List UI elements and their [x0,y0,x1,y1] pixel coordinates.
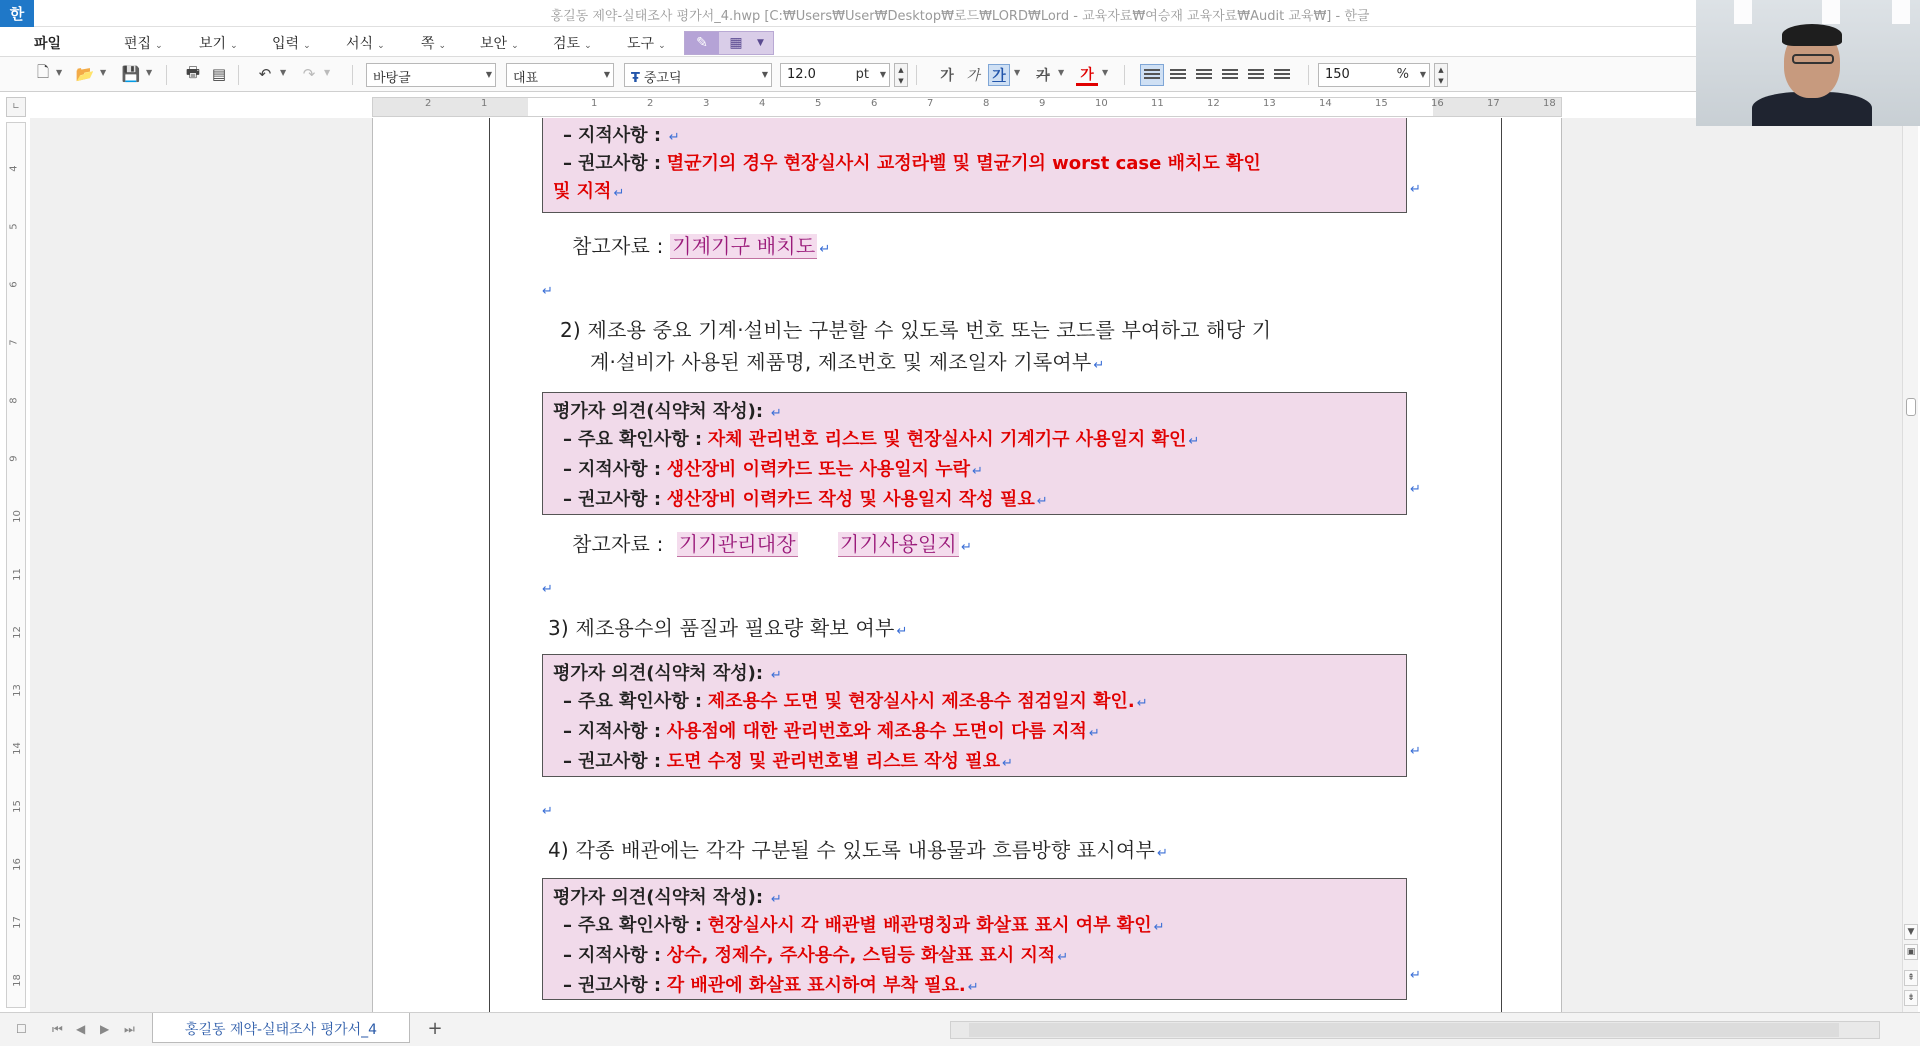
finding-line [563,717,1100,743]
print-icon[interactable]: 🖶 [185,62,201,81]
last-tab-icon[interactable]: ⏭ [124,1022,135,1036]
page-margin-left [489,118,490,1012]
page-margin-right [1501,118,1502,1012]
window-title: 홍길동 제약-실태조사 평가서_4.hwp [C:₩Users₩User₩Desktop₩로드₩LORD₩Lord - 교육자료₩여승재 교육자료₩Audit 교육₩] - 한글 [550,9,1370,24]
menu-tools[interactable] [627,33,666,53]
ruler-tick: 1 [481,98,488,109]
chevron-down-icon: ⌄ [438,41,447,51]
page-up-icon[interactable]: ⇞ [1904,970,1918,986]
return-mark-icon: ↵ [1093,358,1105,373]
formatting-toolbar [0,57,1920,92]
chevron-down-icon[interactable]: ▼ [1014,68,1021,77]
opinion-heading [553,659,782,685]
ruler-tick: 18 [11,974,23,987]
chevron-down-icon[interactable]: ▼ [56,68,63,77]
reference-label: 참고자료 : [572,532,664,556]
truetype-font-icon: Ŧ [631,71,640,86]
main-check-line [563,687,1148,713]
ruler-tick: 4 [8,165,20,172]
ruler-tick: 15 [11,800,23,813]
ruler-tick: 17 [11,916,23,929]
ceiling-light [1822,0,1840,24]
opinion-heading [553,397,782,423]
return-mark-icon: ↵ [1088,726,1100,741]
return-mark-icon: ↵ [770,892,782,907]
ruler-tick: 2 [647,98,654,109]
page-down-icon[interactable]: ⇟ [1904,990,1918,1006]
ceiling-light [1892,0,1910,24]
ruler-tick: 13 [1263,98,1276,109]
language-select-value: 대표 [513,71,539,86]
finding-label: 지적사항 : [578,721,662,742]
font-size-unit: pt [855,67,869,82]
ruler-tick: 6 [8,281,20,288]
chevron-down-icon[interactable]: ▼ [1438,76,1444,85]
chevron-down-icon[interactable]: ▼ [324,68,331,77]
evaluator-opinion-box-2[interactable] [542,392,1407,515]
recommend-label: 권고사항 : [578,751,662,772]
webcam-overlay [1696,0,1920,126]
return-mark-icon: ↵ [896,624,908,639]
prev-tab-icon[interactable]: ◀ [76,1022,86,1036]
opinion-heading [553,883,782,909]
return-mark-icon: ↵ [1057,950,1069,965]
chevron-up-icon[interactable]: ▲ [898,65,904,74]
ruler-tick: 12 [1207,98,1220,109]
presenter-glasses [1792,54,1834,64]
finding-text: 상수, 정제수, 주사용수, 스팀등 화살표 표시 지적 [666,945,1056,966]
menu-insert[interactable] [272,33,311,53]
font-select-value: 중고딕 [643,71,682,86]
opinion-heading-text: 평가자 의견(식약처 작성): [553,401,764,422]
horizontal-ruler[interactable] [372,97,1562,117]
align-divide-icon[interactable] [1270,64,1294,86]
menu-review[interactable] [553,33,592,53]
grid-mode-icon[interactable]: ▦ [729,35,743,51]
recommend-text: 도면 수정 및 관리번호별 리스트 작성 필요 [666,751,1000,772]
recommend-line [563,971,979,997]
ruler-tick: 10 [1095,98,1108,109]
return-mark-icon: ↵ [1410,744,1421,759]
main-check-text: 자체 관리번호 리스트 및 현장실사시 기계기구 사용일지 확인 [707,429,1187,450]
menu-format[interactable] [346,33,385,53]
dash: – [563,489,572,510]
ruler-tick: 2 [425,98,432,109]
new-document-icon[interactable]: 🗋 [36,62,50,81]
toolbar-divider [1124,65,1125,85]
zoom-input[interactable] [1318,63,1430,87]
reference-label: 참고자료 : [572,234,664,258]
chevron-up-icon[interactable]: ▲ [1438,65,1444,74]
vertical-scrollbar[interactable] [1902,118,1918,1012]
chevron-down-icon: ⌄ [230,41,238,51]
recommend-line [563,485,1048,511]
ruler-tick: 8 [983,98,990,109]
save-icon[interactable]: 💾 [121,65,141,83]
chevron-down-icon: ▼ [485,70,492,79]
main-check-line [563,911,1165,937]
ruler-tick: 9 [1039,98,1046,109]
chevron-down-icon: ⌄ [584,41,592,51]
checklist-item-2-line-1: 2) 제조용 중요 기계·설비는 구분할 수 있도록 번호 또는 코드를 부여하고 해당 기 [560,318,1272,342]
italic-button[interactable]: 가 [966,68,980,84]
recommend-text: 멸균기의 경우 현장실사시 교정라벨 및 멸균기의 worst case 배치도 확인 [666,153,1261,174]
return-mark-icon: ↵ [1136,696,1148,711]
ruler-tick: 10 [11,510,23,523]
ruler-tick: 7 [8,339,20,346]
chevron-down-icon: ▼ [603,70,610,79]
return-mark-icon: ↵ [1036,494,1048,509]
main-check-text: 제조용수 도면 및 현장실사시 제조용수 점검일지 확인. [707,691,1135,712]
font-size-input[interactable] [780,63,890,87]
main-check-text: 현장실사시 각 배관별 배관명칭과 화살표 표시 여부 확인 [707,915,1152,936]
recommend-line-2 [553,177,624,203]
checklist-item-4 [548,834,1168,863]
chevron-down-icon[interactable]: ▼ [146,68,153,77]
recommend-label: 권고사항 : [578,975,662,996]
ruler-tick: 12 [11,626,23,639]
chevron-down-icon: ▼ [1419,70,1426,79]
recommend-text: 생산장비 이력카드 작성 및 사용일지 작성 필요 [666,489,1035,510]
ruler-tick: 13 [11,684,23,697]
toolbar-divider [238,65,239,85]
recommend-line [563,149,1261,175]
chevron-down-icon: ⌄ [155,41,163,51]
dash: – [563,915,572,936]
ruler-tick: 16 [11,858,23,871]
dash: – [563,691,572,712]
open-folder-icon[interactable]: 📂 [75,65,95,83]
finding-text: 생산장비 이력카드 또는 사용일지 누락 [666,459,971,480]
checklist-item-2-line-2 [590,346,1105,375]
recommend-line [563,747,1013,773]
style-select-value: 바탕글 [373,71,411,86]
font-size-stepper[interactable] [894,63,908,87]
zoom-stepper[interactable] [1434,63,1448,87]
chevron-down-icon[interactable]: ▼ [757,38,764,48]
menu-file[interactable]: 파일 [34,36,62,52]
chevron-down-icon: ▼ [761,70,768,79]
return-mark-icon: ↵ [1188,434,1200,449]
return-mark-icon: ↵ [542,804,553,819]
recommend-text: 각 배관에 화살표 표시하여 부착 필요. [666,975,966,996]
next-tab-icon[interactable]: ▶ [100,1022,110,1036]
finding-line [563,941,1068,967]
ruler-tick: 8 [8,397,20,404]
horizontal-scrollbar[interactable] [950,1021,1880,1039]
chevron-down-icon: ⌄ [377,41,385,51]
menu-page[interactable] [421,33,446,53]
dash: – [563,945,572,966]
ruler-tick: 5 [815,98,822,109]
ruler-tick: 7 [927,98,934,109]
chevron-down-icon: ⌄ [511,41,519,51]
toolbar-divider [916,65,917,85]
menu-format-label: 서식 [346,36,374,52]
zoom-unit: % [1396,67,1409,82]
hangul-logo-icon[interactable]: 한 [0,0,34,27]
finding-line [563,121,680,147]
ruler-tick: 9 [8,455,20,462]
checklist-item-3 [548,612,908,641]
chevron-down-icon: ⌄ [658,41,666,51]
ruler-tick: 18 [1543,98,1556,109]
return-mark-icon: ↵ [1410,482,1421,497]
return-mark-icon: ↵ [967,980,979,995]
checklist-item-2-text: 계·설비가 사용된 제품명, 제조번호 및 제조일자 기록여부 [590,350,1092,374]
first-tab-icon[interactable]: ⏮ [52,1022,63,1036]
menu-edit-label: 편집 [124,36,152,52]
return-mark-icon: ↵ [960,540,973,555]
ruler-tick: 15 [1375,98,1388,109]
chevron-down-icon[interactable]: ▼ [280,68,287,77]
menu-insert-label: 입력 [272,36,300,52]
align-right-icon[interactable] [1218,64,1242,86]
recommend-text: 및 지적 [553,181,612,202]
finding-label: 지적사항 : [578,945,662,966]
menu-page-label: 쪽 [421,36,435,52]
zoom-value: 150 [1325,67,1350,82]
ruler-tick: 14 [11,742,23,755]
menu-bar [0,27,1920,57]
align-distribute-icon[interactable] [1244,64,1268,86]
ruler-tick: 11 [11,568,23,581]
ruler-tick: 11 [1151,98,1164,109]
recommend-label: 권고사항 : [578,153,662,174]
reference-line-1 [572,230,830,259]
checklist-item-4-text: 4) 각종 배관에는 각각 구분될 수 있도록 내용물과 흐름방향 표시여부 [548,838,1155,862]
menu-view-label: 보기 [199,36,227,52]
menu-edit[interactable] [124,33,163,53]
ruler-tick: 3 [703,98,710,109]
ruler-tick: 17 [1487,98,1500,109]
menu-view[interactable] [199,33,238,53]
align-center-icon[interactable] [1192,64,1216,86]
opinion-heading-text: 평가자 의견(식약처 작성): [553,887,764,908]
return-mark-icon: ↵ [1410,182,1421,197]
return-mark-icon: ↵ [542,284,553,299]
menu-tools-label: 도구 [627,36,655,52]
align-justify-icon[interactable] [1140,64,1164,86]
presenter-hair [1782,24,1842,46]
dash: – [563,153,572,174]
finding-text: 사용점에 대한 관리번호와 제조용수 도면이 다름 지적 [666,721,1087,742]
chevron-down-icon[interactable]: ▼ [898,76,904,85]
font-size-value: 12.0 [787,67,816,82]
ruler-tick: 5 [8,223,20,230]
chevron-down-icon: ▼ [879,70,886,79]
menu-security[interactable] [480,33,519,53]
style-select[interactable] [366,63,496,87]
dash: – [563,429,572,450]
return-mark-icon: ↵ [613,186,625,201]
font-select[interactable] [624,63,772,87]
page-view-icon[interactable]: ▣ [1904,944,1918,960]
toolbar-divider [1308,65,1309,85]
menu-review-label: 검토 [553,36,581,52]
return-mark-icon: ↵ [770,668,782,683]
ruler-tick: 14 [1319,98,1332,109]
main-check-label: 주요 확인사항 : [578,691,703,712]
finding-label: 지적사항 : [578,125,662,146]
title-bar [0,0,1920,27]
return-mark-icon: ↵ [770,406,782,421]
dash: – [563,975,572,996]
return-mark-icon: ↵ [542,582,553,597]
align-left-icon[interactable] [1166,64,1190,86]
chevron-down-icon: ⌄ [303,41,311,51]
ceiling-light [1734,0,1752,24]
return-mark-icon: ↵ [668,130,680,145]
chevron-down-icon[interactable]: ▼ [100,68,107,77]
scroll-thumb[interactable] [969,1023,1839,1037]
evaluator-opinion-box-3[interactable] [542,654,1407,777]
chevron-down-icon[interactable]: ▼ [1058,68,1065,77]
underline-button[interactable]: 가 [988,64,1010,86]
return-mark-icon: ↵ [972,464,983,479]
reference-link-equipment-register[interactable]: 기기관리대장 [678,532,796,556]
document-tab-bar [0,1012,1920,1046]
vertical-ruler[interactable] [6,122,26,1008]
edit-mode-icon[interactable]: ✎ [685,32,719,54]
toolbar-divider [166,65,167,85]
return-mark-icon: ↵ [1001,756,1013,771]
add-tab-button[interactable]: + [427,1017,443,1039]
strikethrough-button[interactable]: 가 [1036,68,1050,84]
return-mark-icon: ↵ [1156,846,1169,861]
main-check-line [563,425,1199,451]
recommend-label: 권고사항 : [578,489,662,510]
toolbar-divider [352,65,353,85]
print-preview-icon[interactable]: ▤ [211,65,227,83]
ruler-left-margin [373,98,528,116]
scroll-thumb[interactable] [1906,398,1916,416]
dash: – [563,751,572,772]
undo-icon[interactable]: ↶ [258,65,272,83]
evaluator-opinion-box-4[interactable] [542,878,1407,1000]
reference-link-equipment-usage-log[interactable]: 기기사용일지 [839,532,957,556]
ruler-tick: 4 [759,98,766,109]
ruler-tick: 16 [1431,98,1444,109]
ruler-tick: 6 [871,98,878,109]
return-mark-icon: ↵ [819,242,831,257]
ruler-tick: 1 [591,98,598,109]
scroll-down-icon[interactable]: ▼ [1904,924,1918,940]
chevron-down-icon[interactable]: ▼ [1102,68,1109,77]
dash: – [563,125,572,146]
main-check-label: 주요 확인사항 : [578,915,703,936]
redo-icon[interactable]: ↷ [302,65,316,83]
document-tab[interactable]: 홍길동 제약-실태조사 평가서_4 [152,1013,410,1043]
menu-security-label: 보안 [480,36,508,52]
view-mode-group [684,31,774,55]
ruler-toggle[interactable]: ∟ [6,97,26,117]
return-mark-icon: ↵ [1410,968,1421,983]
dash: – [563,721,572,742]
font-color-button[interactable]: 가 [1076,64,1098,86]
checklist-item-3-text: 3) 제조용수의 품질과 필요량 확보 여부 [548,616,895,640]
return-mark-icon: ↵ [1153,920,1165,935]
evaluator-opinion-box-1[interactable] [542,118,1407,213]
document-workspace[interactable] [30,118,1908,1012]
tab-list-icon[interactable]: ☐ [16,1022,27,1036]
main-check-label: 주요 확인사항 : [578,429,703,450]
bold-button[interactable]: 가 [940,68,954,84]
opinion-heading-text: 평가자 의견(식약처 작성): [553,663,764,684]
language-select[interactable] [506,63,614,87]
dash: – [563,459,572,480]
finding-line [563,455,983,481]
reference-link-equipment-layout[interactable]: 기계기구 배치도 [672,234,816,258]
reference-line-2 [572,528,972,557]
finding-label: 지적사항 : [578,459,662,480]
